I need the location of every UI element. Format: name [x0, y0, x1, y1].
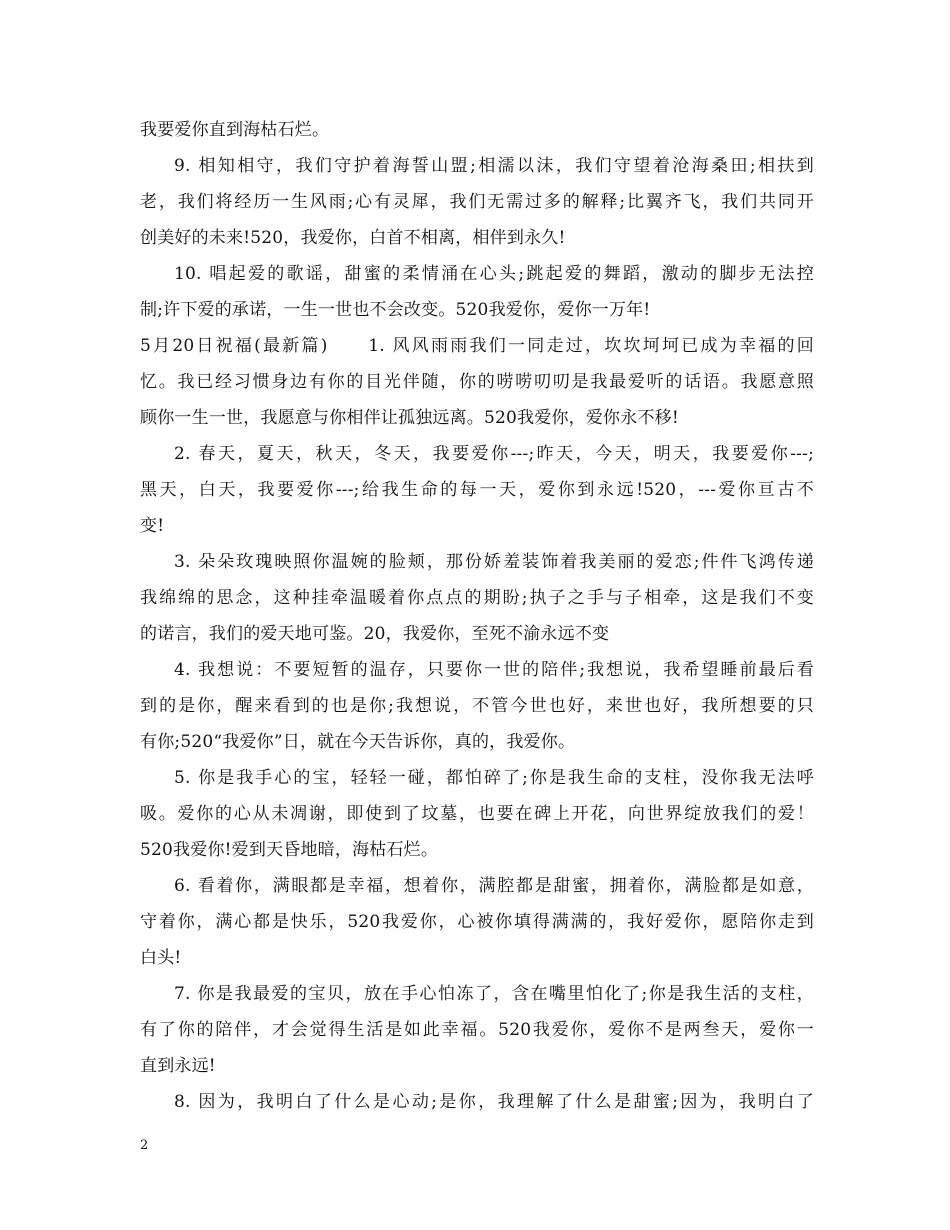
text-line: 8. 因为，我明白了什么是心动;是你，我理解了什么是甜蜜;因为，我明白了 — [174, 1092, 814, 1112]
text-line: 有了你的陪伴，才会觉得生活是如此幸福。520我爱你，爱你不是两叁天，爱你一 — [140, 1020, 814, 1040]
text-line: 到的是你，醒来看到的也是你;我想说，不管今世也好，来世也好，我所想要的只 — [140, 696, 814, 716]
text-line: 520我爱你!爱到天昏地暗，海枯石烂。 — [140, 840, 439, 860]
text-line: 白头! — [140, 948, 182, 968]
text-line: 5. 你是我手心的宝，轻轻一碰，都怕碎了;你是我生命的支柱，没你我无法呼 — [174, 768, 814, 788]
text-line: 我绵绵的思念，这种挂牵温暖着你点点的期盼;执子之手与子相牵，这是我们不变 — [140, 588, 814, 608]
text-line: 吸。爱你的心从未凋谢，即使到了坟墓，也要在碑上开花，向世界绽放我们的爱！ — [140, 804, 814, 824]
text-line: 有你;520“我爱你”日，就在今天告诉你，真的，我爱你。 — [140, 732, 576, 752]
text-line: 7. 你是我最爱的宝贝，放在手心怕冻了，含在嘴里怕化了;你是我生活的支柱， — [174, 984, 814, 1004]
text-line: 5月20日祝福(最新篇) 1. 风风雨雨我们一同走过，坎坎坷坷已成为幸福的回 — [140, 336, 814, 356]
text-line: 直到永远! — [140, 1056, 216, 1076]
text-line: 老，我们将经历一生风雨;心有灵犀，我们无需过多的解释;比翼齐飞，我们共同开 — [140, 192, 814, 212]
text-line: 黑天，白天，我要爱你---;给我生命的每一天，爱你到永远!520，---爱你亘古不 — [140, 480, 814, 500]
text-line: 忆。我已经习惯身边有你的目光伴随，你的唠唠叨叨是我最爱听的话语。我愿意照 — [140, 372, 814, 392]
page-number: 2 — [140, 1138, 149, 1153]
document-body — [140, 112, 814, 1120]
text-line: 创美好的未来!520，我爱你，白首不相离，相伴到永久! — [140, 228, 566, 248]
text-line: 守着你，满心都是快乐，520我爱你，心被你填得满满的，我好爱你，愿陪你走到 — [140, 912, 814, 932]
text-line: 9. 相知相守，我们守护着海誓山盟;相濡以沫，我们守望着沧海桑田;相扶到 — [174, 156, 814, 176]
text-line: 10. 唱起爱的歌谣，甜蜜的柔情涌在心头;跳起爱的舞蹈，激动的脚步无法控 — [174, 264, 814, 284]
text-line: 顾你一生一世，我愿意与你相伴让孤独远离。520我爱你，爱你永不移! — [140, 408, 679, 428]
text-line: 6. 看着你，满眼都是幸福，想着你，满腔都是甜蜜，拥着你，满脸都是如意， — [174, 876, 814, 896]
text-line: 的诺言，我们的爱天地可鉴。20，我爱你，至死不渝永远不变 — [140, 624, 610, 644]
text-line: 制;许下爱的承诺，一生一世也不会改变。520我爱你，爱你一万年! — [140, 300, 651, 320]
text-line: 变! — [140, 516, 165, 536]
text-line: 3. 朵朵玫瑰映照你温婉的脸颊，那份娇羞装饰着我美丽的爱恋;件件飞鸿传递 — [174, 552, 814, 572]
text-line: 我要爱你直到海枯石烂。 — [140, 120, 330, 140]
text-line: 4. 我想说：不要短暂的温存，只要你一世的陪伴;我想说，我希望睡前最后看 — [174, 660, 814, 680]
text-line: 2. 春天，夏天，秋天，冬天，我要爱你---;昨天，今天，明天，我要爱你---; — [174, 444, 814, 464]
